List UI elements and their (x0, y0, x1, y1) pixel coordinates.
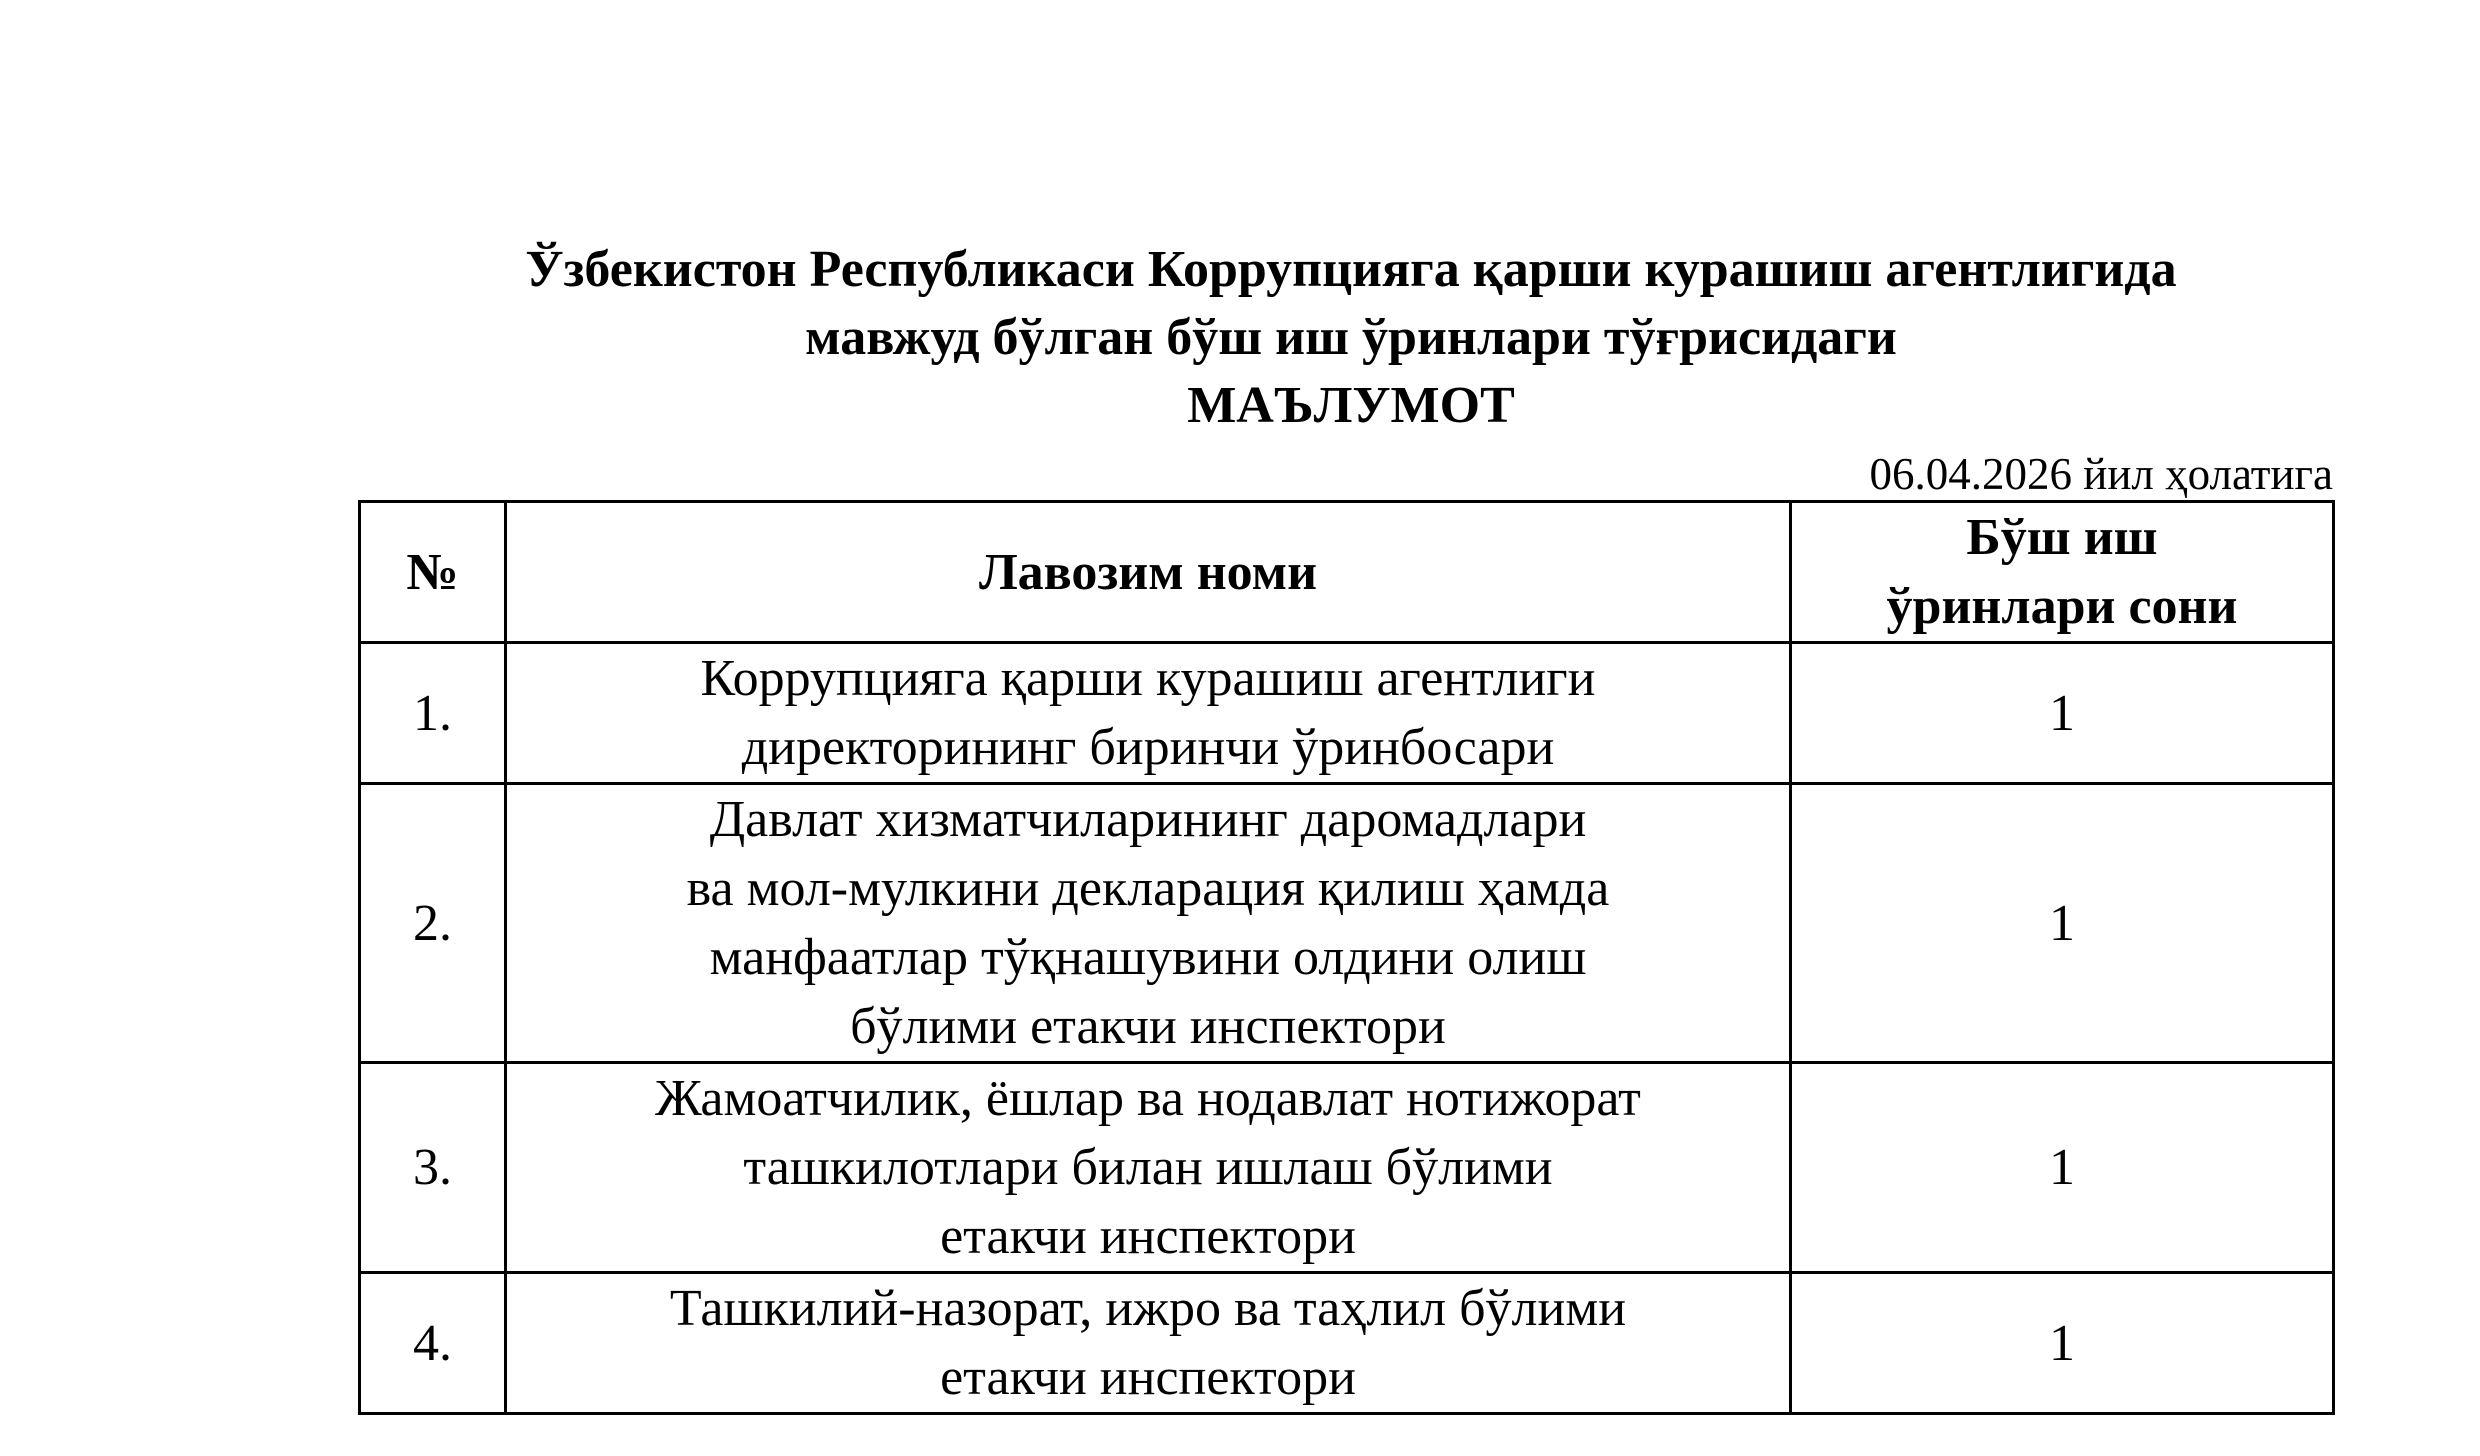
position-line: етакчи инспектори (940, 1349, 1356, 1406)
row-position (506, 784, 1791, 1063)
title-line-1: Ўзбекистон Республикаси Коррупцияга қарши курашиш агентлигида (525, 241, 2177, 298)
position-line: бўлими етакчи инспектори (850, 998, 1446, 1055)
header-count-line-1: Бўш иш (1966, 509, 2158, 566)
row-number: 2. (360, 784, 506, 1063)
header-count-line-2: ўринлари сони (1886, 578, 2238, 635)
title-line-3: МАЪЛУМОТ (1187, 377, 1515, 434)
header-position: Лавозим номи (506, 502, 1791, 643)
position-line: ташкилотлари билан ишлаш бўлими (743, 1139, 1553, 1196)
position-line: Ташкилий-назорат, ижро ва таҳлил бўлими (669, 1280, 1627, 1337)
title-line-2: мавжуд бўлган бўш иш ўринлари тўғрисидаги (805, 309, 1897, 366)
table-row (360, 784, 2334, 1063)
position-line: Коррупцияга қарши курашиш агентлиги (700, 650, 1596, 707)
row-number: 4. (360, 1273, 506, 1414)
row-vacancy-count: 1 (1791, 784, 2334, 1063)
table-row (360, 1063, 2334, 1273)
document-title (356, 236, 2346, 440)
row-vacancy-count: 1 (1791, 1063, 2334, 1273)
position-line: директорининг биринчи ўринбосари (741, 719, 1555, 776)
row-position (506, 1273, 1791, 1414)
position-line: манфаатлар тўқнашувини олдини олиш (709, 929, 1587, 986)
vacancies-table (358, 500, 2335, 1415)
header-number: № (360, 502, 506, 643)
row-vacancy-count: 1 (1791, 643, 2334, 784)
position-line: Жамоатчилик, ёшлар ва нодавлат нотижорат (655, 1070, 1641, 1127)
row-vacancy-count: 1 (1791, 1273, 2334, 1414)
table-header-row (360, 502, 2334, 643)
table-row (360, 1273, 2334, 1414)
position-line: Давлат хизматчиларининг даромадлари (709, 791, 1587, 848)
position-line: ва мол-мулкини декларация қилиш ҳамда (686, 860, 1610, 917)
table-row (360, 643, 2334, 784)
row-position (506, 643, 1791, 784)
row-number: 1. (360, 643, 506, 784)
date-note: 06.04.2026 йил ҳолатига (1869, 449, 2333, 499)
position-line: етакчи инспектори (940, 1208, 1356, 1265)
row-number: 3. (360, 1063, 506, 1273)
row-position (506, 1063, 1791, 1273)
header-vacancy-count (1791, 502, 2334, 643)
